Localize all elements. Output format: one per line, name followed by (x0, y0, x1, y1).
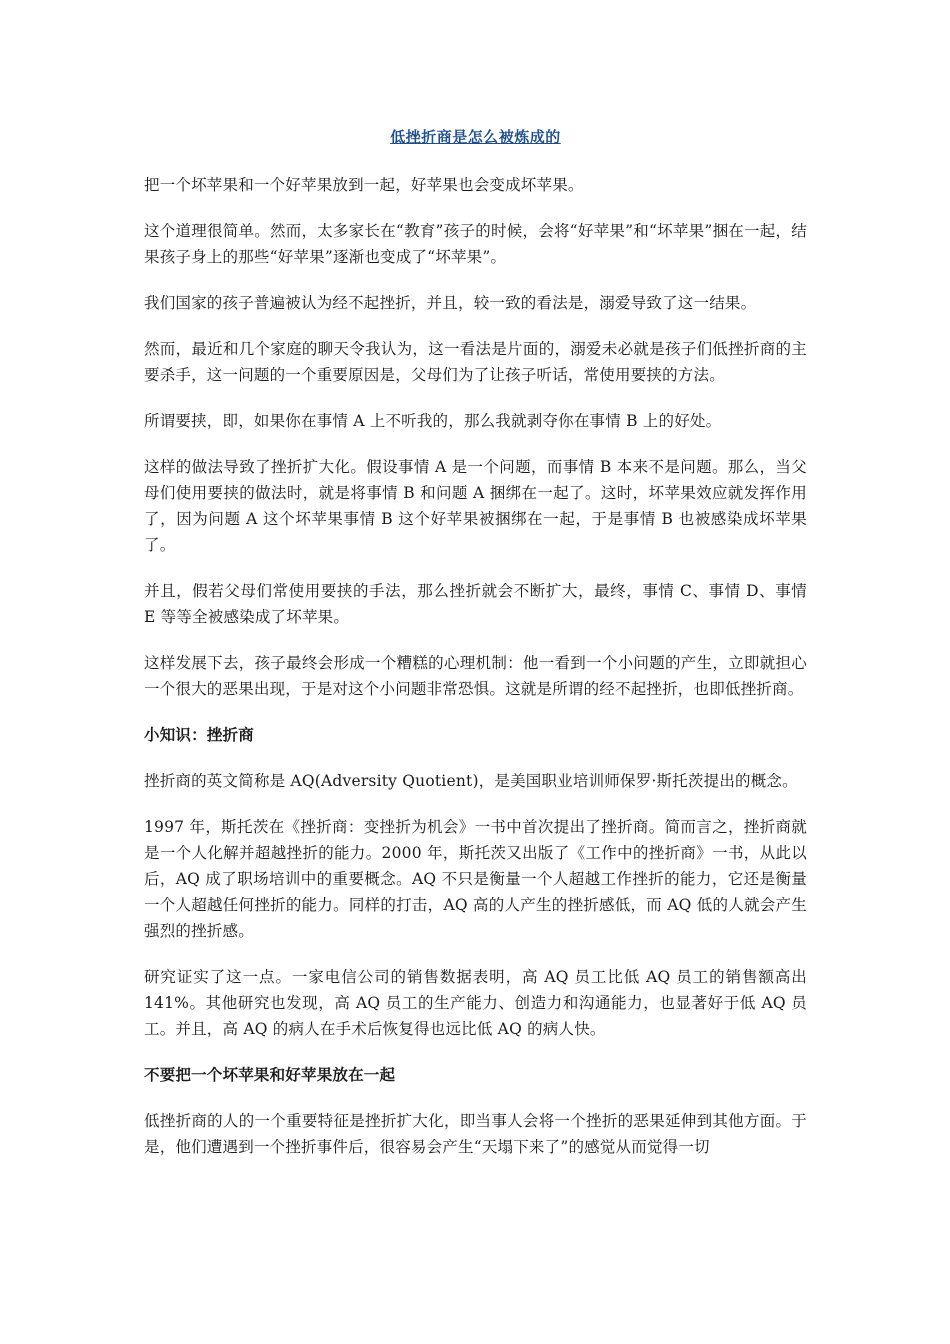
paragraph: 这样的做法导致了挫折扩大化。假设事情 A 是一个问题，而事情 B 本来不是问题。那么，当父母们使用要挟的做法时，就是将事情 B 和问题 A 捆绑在一起了。这时，坏苹果效应就发挥作用了，因为问题 A 这个坏苹果事情 B 这个好苹果被捆绑在一起，于是事情 B 也被感染成坏苹果了。 (144, 458, 807, 554)
paragraph: 并且，假若父母们常使用要挟的手法，那么挫折就会不断扩大，最终，事情 C、事情 D、事情 E 等等全被感染成了坏苹果。 (144, 582, 807, 626)
paragraph: 低挫折商的人的一个重要特征是挫折扩大化，即当事人会将一个挫折的恶果延伸到其他方面。于是，他们遭遇到一个挫折事件后，很容易会产生“天塌下来了”的感觉从而觉得一切 (144, 1112, 807, 1156)
paragraph: 把一个坏苹果和一个好苹果放到一起，好苹果也会变成坏苹果。 (144, 176, 584, 194)
paragraph: 这样发展下去，孩子最终会形成一个糟糕的心理机制：他一看到一个小问题的产生，立即就担心一个很大的恶果出现，于是对这个小问题非常恐惧。这就是所谓的经不起挫折，也即低挫折商。 (144, 654, 807, 698)
section-heading-apples: 不要把一个坏苹果和好苹果放在一起 (144, 1065, 396, 1084)
section-heading-aq: 小知识：挫折商 (144, 725, 254, 744)
paragraph: 然而，最近和几个家庭的聊天令我认为，这一看法是片面的，溺爱未必就是孩子们低挫折商的主要杀手，这一问题的一个重要原因是，父母们为了让孩子听话，常使用要挟的方法。 (144, 340, 807, 384)
paragraph: 我们国家的孩子普遍被认为经不起挫折，并且，较一致的看法是，溺爱导致了这一结果。 (144, 294, 757, 312)
paragraph: 挫折商的英文简称是 AQ(Adversity Quotient)，是美国职业培训师保罗·斯托茨提出的概念。 (144, 772, 798, 790)
paragraph: 所谓要挟，即，如果你在事情 A 上不听我的，那么我就剥夺你在事情 B 上的好处。 (144, 412, 722, 430)
paragraph: 这个道理很简单。然而，太多家长在“教育”孩子的时候，会将“好苹果”和“坏苹果”捆在一起，结果孩子身上的那些“好苹果”逐渐也变成了“坏苹果”。 (144, 222, 807, 266)
paragraph: 研究证实了这一点。一家电信公司的销售数据表明，高 AQ 员工比低 AQ 员工的销售额高出 141%。其他研究也发现，高 AQ 员工的生产能力、创造力和沟通能力，也显著好于低 AQ 员工。并且，高 AQ 的病人在手术后恢复得也远比低 AQ 的病人快。 (144, 968, 807, 1038)
document-title[interactable]: 低挫折商是怎么被炼成的 (390, 128, 561, 146)
paragraph: 1997 年，斯托茨在《挫折商：变挫折为机会》一书中首次提出了挫折商。简而言之，挫折商就是一个人化解并超越挫折的能力。2000 年，斯托茨又出版了《工作中的挫折商》一书，从此以后，AQ 成了职场培训中的重要概念。AQ 不只是衡量一个人超越工作挫折的能力，它还是衡量一个人超越任何挫折的能力。同样的打击，AQ 高的人产生的挫折感低，而 AQ 低的人就会产生强烈的挫折感。 (144, 818, 807, 940)
